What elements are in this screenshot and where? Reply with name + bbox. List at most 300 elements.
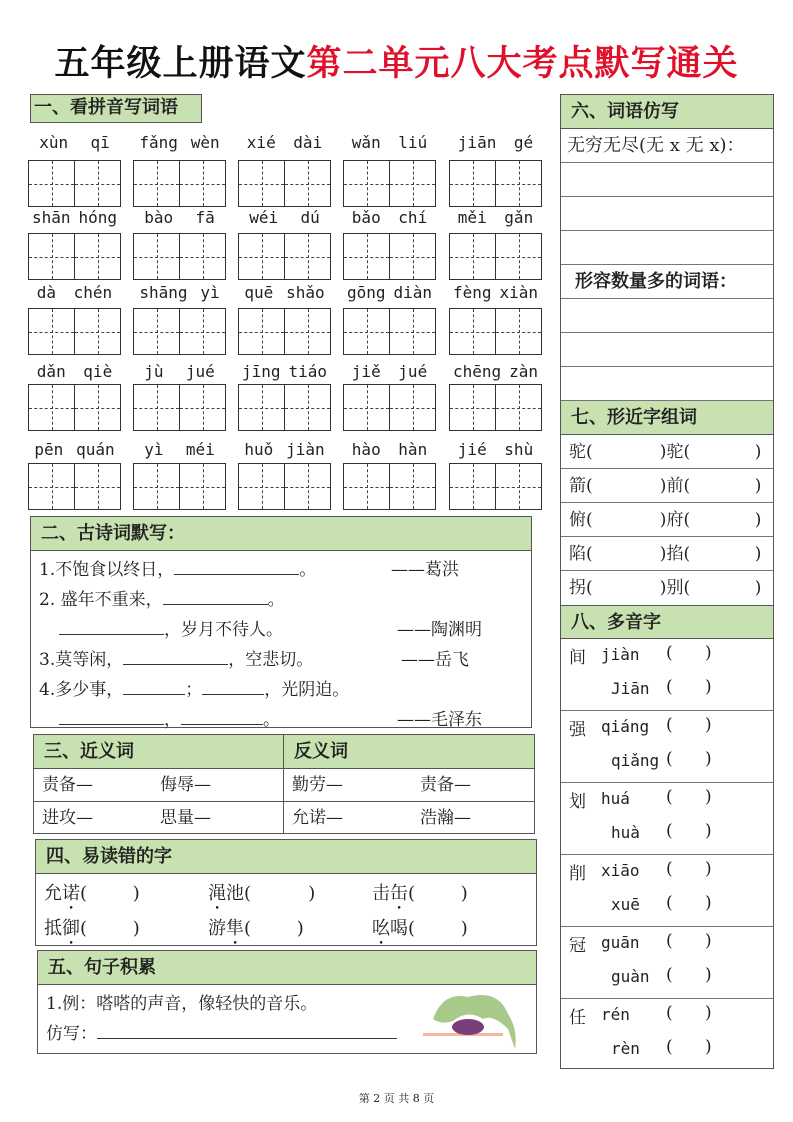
pinyin-syllable: shāng [139, 283, 188, 302]
char-cell[interactable] [285, 385, 330, 430]
poem-line-4 [39, 645, 531, 675]
pinyin-syllable: fā [195, 208, 215, 227]
char: 俯( [569, 510, 593, 530]
similar-char-row[interactable] [561, 435, 773, 469]
char-cell[interactable] [450, 385, 496, 430]
char-cell[interactable] [450, 161, 496, 206]
synonym-header: 三、近义词 [34, 735, 283, 769]
reading: Jiān [611, 679, 650, 698]
similar-char-row[interactable] [561, 537, 773, 571]
answer-paren: 喝( ) [390, 918, 468, 939]
char-cell[interactable] [344, 309, 390, 354]
char: 击 [372, 883, 390, 904]
pinyin-syllable: gé [513, 133, 534, 152]
writing-grid[interactable] [133, 308, 226, 355]
char-cell[interactable] [390, 464, 435, 509]
char-cell[interactable] [29, 464, 75, 509]
synonym-antonym-section [33, 734, 535, 834]
char-cell[interactable] [496, 309, 541, 354]
pinyin-label [449, 283, 542, 302]
char: 允 [44, 883, 62, 904]
answer-line[interactable] [561, 333, 773, 367]
paren: ( ) [666, 787, 712, 807]
char: 划 [569, 792, 586, 812]
paren: ( ) [666, 677, 712, 697]
char-cell[interactable] [344, 385, 390, 430]
misread-item[interactable] [372, 876, 536, 911]
char-cell[interactable] [496, 234, 541, 279]
pinyin-syllable: fǎng [139, 133, 178, 152]
reading: guàn [611, 967, 650, 986]
pinyin-syllable: fèng [452, 283, 492, 302]
writing-grid[interactable] [133, 384, 226, 431]
answer-blank[interactable] [59, 615, 164, 635]
paren: ( ) [666, 1037, 712, 1057]
char-cell[interactable] [239, 309, 285, 354]
poem-line-1 [39, 555, 531, 585]
char-cell[interactable] [134, 385, 180, 430]
pinyin-syllable: huǒ [244, 440, 274, 459]
writing-grid[interactable] [449, 308, 542, 355]
row [34, 769, 283, 802]
pinyin-syllable: shù [504, 440, 534, 459]
char-cell[interactable] [75, 234, 120, 279]
text: 。 [299, 560, 317, 580]
text: 。 [267, 590, 285, 610]
char-cell[interactable] [496, 464, 541, 509]
pinyin-label [238, 133, 331, 152]
section6-header: 六、词语仿写 [561, 95, 773, 129]
answer-paren: ( ) [80, 883, 140, 904]
sentence-section [37, 950, 537, 1054]
dotted-char: 渑 [208, 883, 226, 904]
pinyin-syllable: wéi [249, 208, 279, 227]
pinyin-label [343, 362, 436, 381]
char-cell[interactable] [75, 309, 120, 354]
char-cell[interactable] [450, 309, 496, 354]
misread-chars-section [35, 839, 537, 946]
word: 侮辱— [160, 775, 211, 795]
pinyin-label [28, 283, 121, 302]
pinyin-syllable: shǎo [286, 283, 325, 302]
answer-blank[interactable] [174, 555, 299, 575]
char: 驼( [569, 442, 593, 462]
text: 1.不饱食以终日， [39, 560, 175, 580]
char-cell[interactable] [285, 161, 330, 206]
similar-chars [561, 435, 773, 605]
writing-grid[interactable] [449, 160, 542, 207]
imitate-input[interactable] [97, 1019, 397, 1039]
writing-grid[interactable] [28, 384, 121, 431]
pinyin-syllable: liú [398, 133, 428, 152]
section5-header: 五、句子积累 [38, 951, 536, 985]
char-cell[interactable] [450, 464, 496, 509]
pinyin-label [133, 283, 226, 302]
pinyin-syllable: chén [73, 283, 113, 302]
paren: ( ) [666, 643, 712, 663]
pinyin-label [133, 440, 226, 459]
dotted-char: 御 [62, 918, 80, 939]
polyphone-item[interactable] [561, 711, 773, 783]
writing-grid[interactable] [449, 233, 542, 280]
writing-grid[interactable] [133, 463, 226, 510]
page-number: 第 2 页 共 8 页 [358, 1092, 435, 1105]
word: 浩瀚— [420, 808, 471, 828]
pinyin-syllable: jiě [351, 362, 381, 381]
author: ——岳飞 [401, 650, 469, 670]
paren: ) [744, 442, 762, 462]
dotted-char: 隼 [226, 918, 244, 939]
writing-grid[interactable] [343, 463, 436, 510]
pinyin-syllable: jiàn [286, 440, 325, 459]
char-cell[interactable] [180, 234, 225, 279]
paren: ( ) [666, 859, 712, 879]
text: ，光阴迫。 [264, 680, 350, 700]
char: 陷( [569, 544, 593, 564]
answer-paren: ( ) [244, 918, 304, 939]
reading: huá [601, 789, 630, 808]
char: )驼( [649, 442, 691, 462]
char-cell[interactable] [75, 161, 120, 206]
pinyin-syllable: jù [144, 362, 164, 381]
answer-paren: ( ) [408, 883, 468, 904]
text: 4.多少事， [39, 680, 124, 700]
writing-grid[interactable] [28, 308, 121, 355]
author: ——毛泽东 [397, 710, 482, 730]
answer-line[interactable] [561, 367, 773, 401]
char-cell[interactable] [344, 234, 390, 279]
paren: ( ) [666, 749, 712, 769]
char-cell[interactable] [29, 309, 75, 354]
paren: ( ) [666, 931, 712, 951]
pinyin-label [238, 440, 331, 459]
char-cell[interactable] [180, 161, 225, 206]
polyphone-item[interactable] [561, 855, 773, 927]
pinyin-label [343, 133, 436, 152]
char: 拐( [569, 578, 593, 598]
char-cell[interactable] [450, 234, 496, 279]
row [34, 802, 283, 835]
word: 思量— [160, 808, 211, 828]
answer-blank[interactable] [59, 705, 164, 725]
paren: ) [744, 510, 762, 530]
pinyin-syllable: dǎn [36, 362, 66, 381]
reading: xuē [611, 895, 640, 914]
word: 勤劳— [292, 775, 343, 795]
misread-item[interactable] [44, 876, 208, 911]
section1-header: 一、看拼音写词语 [30, 94, 202, 123]
pinyin-syllable: bǎo [351, 208, 381, 227]
misread-item[interactable] [208, 911, 372, 946]
writing-grid[interactable] [238, 463, 331, 510]
writing-grid[interactable] [449, 384, 542, 431]
char: )别( [649, 578, 691, 598]
pinyin-syllable: hóng [78, 208, 118, 227]
writing-grid[interactable] [343, 308, 436, 355]
pinyin-syllable: qiè [83, 362, 113, 381]
reading: qiáng [601, 717, 650, 736]
imitate-label: 仿写： [46, 1024, 97, 1044]
pinyin-syllable: xiàn [499, 283, 539, 302]
char: 抵 [44, 918, 62, 939]
pinyin-syllable: jīng [241, 362, 281, 381]
pinyin-label [133, 362, 226, 381]
dotted-char: 吆 [372, 918, 390, 939]
similar-char-row[interactable] [561, 503, 773, 537]
pinyin-syllable: jiān [457, 133, 497, 152]
char-cell[interactable] [239, 385, 285, 430]
pinyin-syllable: pēn [34, 440, 64, 459]
author: ——葛洪 [391, 560, 459, 580]
pinyin-syllable: jié [457, 440, 487, 459]
poetry-section [30, 516, 532, 728]
char-cell[interactable] [239, 464, 285, 509]
synonyms [34, 735, 284, 833]
pinyin-syllable: wǎn [351, 133, 381, 152]
dotted-char: 缶 [390, 883, 408, 904]
pinyin-label [238, 208, 331, 227]
reading: rén [601, 1005, 630, 1024]
char: 间 [569, 648, 586, 668]
pinyin-syllable: xié [246, 133, 276, 152]
writing-grid[interactable] [28, 160, 121, 207]
char-cell[interactable] [390, 234, 435, 279]
answer-line[interactable] [561, 163, 773, 197]
char: 冠 [569, 936, 586, 956]
word: 允诺— [292, 808, 343, 828]
pinyin-label [343, 283, 436, 302]
antonyms [284, 735, 534, 833]
polyphones [561, 639, 773, 1071]
char-cell[interactable] [180, 385, 225, 430]
answer-line[interactable] [561, 197, 773, 231]
pinyin-syllable: shān [31, 208, 71, 227]
char-cell[interactable] [344, 464, 390, 509]
writing-grid[interactable] [343, 384, 436, 431]
paren: ) [744, 544, 762, 564]
char-cell[interactable] [239, 234, 285, 279]
char-cell[interactable] [285, 234, 330, 279]
similar-char-row[interactable] [561, 469, 773, 503]
section7-header: 七、形近字组词 [561, 401, 773, 435]
polyphone-item[interactable] [561, 927, 773, 999]
writing-grid[interactable] [28, 463, 121, 510]
char-cell[interactable] [180, 464, 225, 509]
answer-line[interactable] [561, 231, 773, 265]
char: )前( [649, 476, 691, 496]
poem-line-5 [39, 675, 531, 705]
pinyin-label [28, 133, 121, 152]
char-cell[interactable] [29, 234, 75, 279]
char: )府( [649, 510, 691, 530]
pinyin-syllable: xùn [39, 133, 69, 152]
pinyin-label [449, 133, 542, 152]
char: 强 [569, 720, 586, 740]
items [36, 874, 536, 946]
section2-header: 二、古诗词默写： [31, 517, 531, 551]
pinyin-syllable: qī [90, 133, 110, 152]
poem-line-2 [39, 585, 531, 615]
author: ——陶渊明 [397, 620, 482, 640]
writing-grid[interactable] [343, 233, 436, 280]
pinyin-label [449, 440, 542, 459]
pinyin-label [238, 362, 331, 381]
pinyin-syllable: yì [200, 283, 220, 302]
answer-paren: ( ) [80, 918, 140, 939]
answer-blank[interactable] [123, 675, 185, 695]
pinyin-syllable: dà [36, 283, 57, 302]
antonym-header: 反义词 [284, 735, 534, 769]
text: 。 [263, 710, 280, 730]
pinyin-syllable: gǎn [504, 208, 534, 227]
pinyin-syllable: jué [185, 362, 215, 381]
word: 进攻— [42, 808, 93, 828]
char: 箭( [569, 476, 593, 496]
text: 3.莫等闲， [39, 650, 124, 670]
char-cell[interactable] [134, 309, 180, 354]
quantity-prompt: 形容数量多的词语： [561, 265, 773, 299]
word: 责备— [420, 775, 471, 795]
text: ，空悲切。 [228, 650, 314, 670]
pinyin-syllable: zàn [509, 362, 538, 381]
char-cell[interactable] [239, 161, 285, 206]
pinyin-label [28, 208, 121, 227]
pinyin-syllable: gōng [346, 283, 386, 302]
pinyin-syllable: chēng [452, 362, 502, 381]
char-cell[interactable] [134, 161, 180, 206]
row [284, 802, 534, 835]
char-cell[interactable] [29, 385, 75, 430]
section8-header: 八、多音字 [561, 605, 773, 639]
text: ，岁月不待人。 [164, 620, 283, 640]
polyphone-item[interactable] [561, 783, 773, 855]
pinyin-syllable: dú [300, 208, 320, 227]
answer-paren: 池( ) [226, 883, 316, 904]
paren: ( ) [666, 893, 712, 913]
char: 削 [569, 864, 586, 884]
pinyin-label [449, 208, 542, 227]
row [284, 769, 534, 802]
reading: xiāo [601, 861, 640, 880]
answer-blank[interactable] [163, 585, 268, 605]
pinyin-syllable: dài [293, 133, 323, 152]
pinyin-syllable: měi [457, 208, 487, 227]
pinyin-syllable: méi [185, 440, 215, 459]
pinyin-label [28, 440, 121, 459]
paren: ( ) [666, 1003, 712, 1023]
reading: guān [601, 933, 640, 952]
char-cell[interactable] [285, 464, 330, 509]
pinyin-label [133, 133, 226, 152]
polyphone-item[interactable] [561, 999, 773, 1071]
misread-item[interactable] [208, 876, 372, 911]
pinyin-syllable: jué [398, 362, 428, 381]
writing-grid[interactable] [28, 233, 121, 280]
pinyin-label [449, 362, 542, 381]
pinyin-label [343, 440, 436, 459]
reading: rèn [611, 1039, 640, 1058]
char-cell[interactable] [75, 385, 120, 430]
paren: ( ) [666, 821, 712, 841]
pinyin-syllable: chí [398, 208, 428, 227]
char-cell[interactable] [75, 464, 120, 509]
char-cell[interactable] [344, 161, 390, 206]
answer-blank[interactable] [181, 705, 263, 725]
dotted-char: 诺 [62, 883, 80, 904]
writing-grid[interactable] [133, 160, 226, 207]
char-cell[interactable] [285, 309, 330, 354]
text: ， [164, 710, 181, 730]
right-column [560, 94, 774, 1069]
char-cell[interactable] [390, 309, 435, 354]
char: )掐( [649, 544, 691, 564]
pinyin-label [238, 283, 331, 302]
text: ； [185, 680, 203, 700]
example-sentence: 1.例：嗒嗒的声音，像轻快的音乐。 [46, 994, 318, 1014]
writing-grid[interactable] [343, 160, 436, 207]
char-cell[interactable] [180, 309, 225, 354]
paren: ( ) [666, 715, 712, 735]
writing-grid[interactable] [238, 160, 331, 207]
pinyin-syllable: tiáo [288, 362, 328, 381]
char-cell[interactable] [496, 385, 541, 430]
answer-line[interactable] [561, 299, 773, 333]
writing-grid[interactable] [238, 233, 331, 280]
answer-blank[interactable] [123, 645, 228, 665]
pinyin-syllable: hàn [398, 440, 428, 459]
polyphone-item[interactable] [561, 639, 773, 711]
writing-grid[interactable] [449, 463, 542, 510]
char: 任 [569, 1008, 586, 1028]
misread-item[interactable] [372, 911, 536, 946]
pinyin-label [343, 208, 436, 227]
paren: ( ) [666, 965, 712, 985]
page-title: 五年级上册语文第二单元八大考点默写通关 [54, 43, 739, 84]
text: 2. 盛年不重来， [39, 590, 163, 610]
writing-grid[interactable] [238, 308, 331, 355]
reading: qiǎng [611, 751, 660, 770]
pinyin-syllable: diàn [393, 283, 433, 302]
answer-blank[interactable] [202, 675, 264, 695]
poem-line-6 [39, 705, 531, 735]
pinyin-syllable: quē [244, 283, 274, 302]
paren: ) [744, 578, 762, 598]
pattern-prompt: 无穷无尽(无 x 无 x)： [561, 129, 773, 163]
writing-grid[interactable] [133, 233, 226, 280]
char-cell[interactable] [496, 161, 541, 206]
char-cell[interactable] [134, 234, 180, 279]
char-cell[interactable] [134, 464, 180, 509]
paren: ) [744, 476, 762, 496]
pinyin-syllable: bào [144, 208, 174, 227]
char-cell[interactable] [29, 161, 75, 206]
pinyin-syllable: hào [351, 440, 381, 459]
misread-item[interactable] [44, 911, 208, 946]
char: 游 [208, 918, 226, 939]
pinyin-label [28, 362, 121, 381]
char-cell[interactable] [390, 385, 435, 430]
writing-grid[interactable] [238, 384, 331, 431]
word: 责备— [42, 775, 93, 795]
poem-line-3 [39, 615, 531, 645]
section4-header: 四、易读错的字 [36, 840, 536, 874]
plant-illustration [423, 989, 523, 1051]
pinyin-label [133, 208, 226, 227]
similar-char-row[interactable] [561, 571, 773, 605]
pinyin-syllable: yì [144, 440, 164, 459]
reading: huà [611, 823, 640, 842]
char-cell[interactable] [390, 161, 435, 206]
